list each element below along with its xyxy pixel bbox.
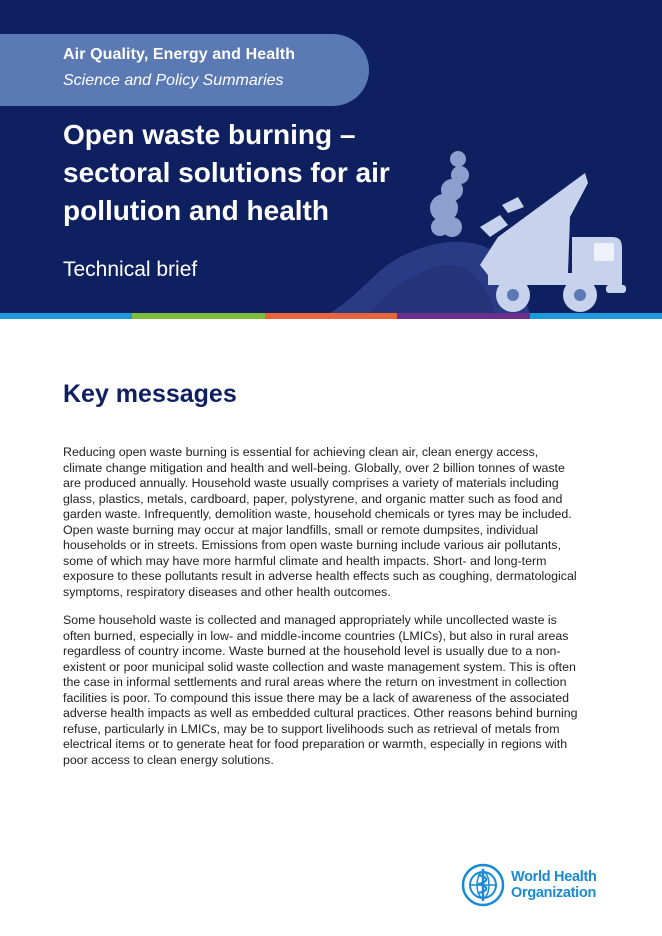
garbage-truck-smoke-icon [330,145,630,313]
stripe-segment-purple [397,313,529,319]
stripe-segment-blue-end [530,313,662,319]
who-logo-line2: Organization [511,885,597,901]
document-subtitle: Technical brief [63,258,198,281]
color-stripe [0,313,662,319]
series-title: Air Quality, Energy and Health [63,46,296,63]
who-logo [461,862,597,908]
stripe-segment-orange [265,313,397,319]
paragraph: Some household waste is collected and managed appropriately while uncollected waste is often burned, especially in low- and middle-income countries (LMICs), but also in rural areas regardless of country income. Waste burned at the household level is usually due to a non-existent or poor municipal solid waste collection and waste management system. This is often the case in informal settlements and rural areas where the return on investment in collection facilities is poor. To compound this issue there may be a lack of awareness of the associated adverse health impacts as well as embedded cultural practices. Other reasons behind burning refuse, particularly in LMICs, may be to support livelihoods such as retrieval of metals from electrical items or to generate heat for food preparation or warmth, especially in regions with poor access to clean energy solutions. [63,613,578,767]
who-logo-text [511,869,597,901]
section-heading: Key messages [63,380,237,408]
who-logo-line1: World Health [511,869,597,885]
key-messages-body [63,445,578,781]
document-title: Open waste burning – sectoral solutions for air pollution and health [63,119,390,226]
stripe-segment-blue [0,313,132,319]
series-subtitle: Science and Policy Summaries [63,72,284,89]
cover-header [0,0,662,313]
series-banner [0,34,369,106]
stripe-segment-green [132,313,264,319]
paragraph: Reducing open waste burning is essential for achieving clean air, clean energy access, climate change mitigation and health and well-being. Globally, over 2 billion tonnes of waste are produced annually. Household waste usually comprises a variety of materials including glass, plastics, metals, cardboard, paper, polystyrene, and organic matter such as food and garden waste. Infrequently, demolition waste, household chemicals or tyres may be included. Open waste burning may occur at major landfills, small or remote dumpsites, individual households or in streets. Emissions from open waste burning include various air pollutants, some of which may have more harmful climate and health impacts. Short- and long-term exposure to these pollutants result in adverse health effects such as coughing, dermatological symptoms, respiratory diseases and other health outcomes. [63,445,577,599]
who-emblem-icon [461,863,505,907]
